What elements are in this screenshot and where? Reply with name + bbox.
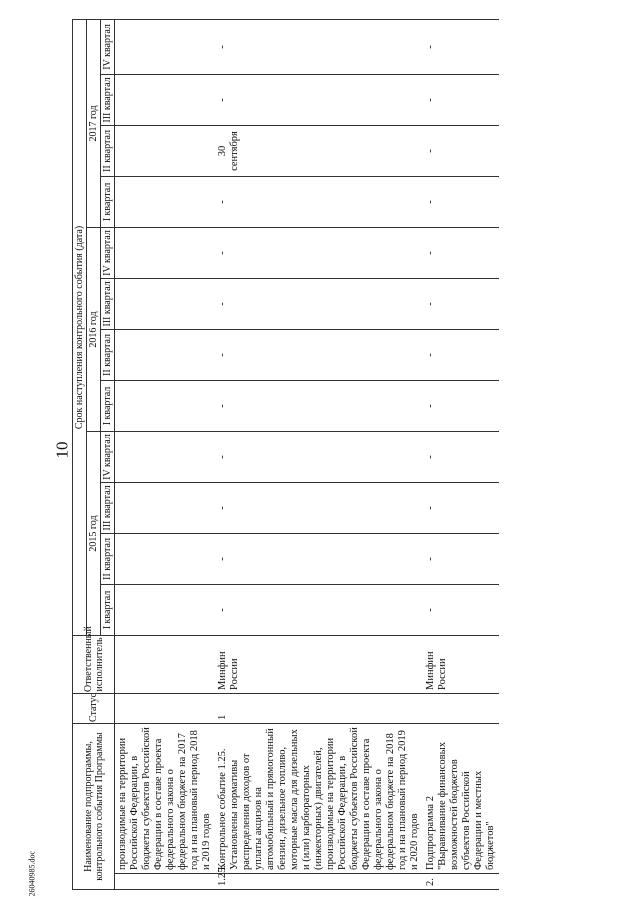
row-cell xyxy=(115,330,216,381)
row-executor: Минфин России xyxy=(215,636,423,694)
header-quarter: III квартал xyxy=(101,279,115,330)
row-cell: - xyxy=(423,177,499,228)
row-cell: - xyxy=(215,381,423,432)
header-quarter: II квартал xyxy=(101,126,115,177)
row-executor xyxy=(115,636,216,694)
row-status xyxy=(115,694,216,724)
row-cell: - xyxy=(215,228,423,279)
row-cell: - xyxy=(215,19,423,74)
header-quarter: IV квартал xyxy=(101,228,115,279)
row-cell xyxy=(115,279,216,330)
row-cell xyxy=(115,177,216,228)
header-name: Наименование подпрограммы, контрольного события Программы xyxy=(73,724,115,890)
row-number: 2. xyxy=(423,874,499,890)
row-cell xyxy=(115,75,216,126)
row-cell: - xyxy=(423,483,499,534)
row-cell: - xyxy=(423,381,499,432)
header-quarter: III квартал xyxy=(101,483,115,534)
document-reference: 26040985.doc xyxy=(27,850,37,897)
header-quarter: II квартал xyxy=(101,534,115,585)
header-quarter: II квартал xyxy=(101,330,115,381)
row-cell xyxy=(115,432,216,483)
row-cell: - xyxy=(423,279,499,330)
header-status: Статус xyxy=(73,694,115,724)
row-cell xyxy=(115,483,216,534)
row-cell: - xyxy=(423,534,499,585)
row-name: Контрольное событие 1.25. Установлены нормативы распределения доходов от уплаты акцизов на автомобильный и прямогонный бензин, дизельное топливо, моторные масла для дизельных и (или) карбюраторных (инжекторных) двигателей, производимые на территории Российской Федерации, в бюджеты субъектов Российской Федерации в составе проекта федерального закона о федеральном бюджете на 2018 год и на плановый период 2019 и 2020 годов xyxy=(215,724,423,874)
row-cell xyxy=(115,534,216,585)
table-row xyxy=(115,19,216,889)
header-quarter: IV квартал xyxy=(101,19,115,74)
row-cell: - xyxy=(215,330,423,381)
header-quarter: III квартал xyxy=(101,75,115,126)
row-cell xyxy=(115,126,216,177)
row-cell-date: 30 сентября xyxy=(215,126,423,177)
header-quarter: I квартал xyxy=(101,585,115,636)
table-row xyxy=(215,19,423,889)
row-cell: - xyxy=(215,483,423,534)
table-header xyxy=(73,19,115,889)
row-cell: - xyxy=(423,126,499,177)
row-cell: - xyxy=(215,585,423,636)
row-cell xyxy=(115,228,216,279)
control-events-table xyxy=(72,19,499,890)
row-cell: - xyxy=(215,534,423,585)
row-cell xyxy=(115,19,216,74)
header-year-2016: 2016 год xyxy=(87,228,101,432)
header-quarter: I квартал xyxy=(101,381,115,432)
row-cell: - xyxy=(215,75,423,126)
row-cell: - xyxy=(423,19,499,74)
row-cell: - xyxy=(423,432,499,483)
table-row xyxy=(423,19,499,889)
row-cell: - xyxy=(215,432,423,483)
row-cell xyxy=(115,381,216,432)
header-year-2015: 2015 год xyxy=(87,432,101,636)
header-year-2017: 2017 год xyxy=(87,19,101,227)
row-number xyxy=(115,874,216,890)
rotated-table-container xyxy=(72,20,632,890)
row-cell: - xyxy=(215,177,423,228)
row-executor: Минфин России xyxy=(423,636,499,694)
row-cell: - xyxy=(423,330,499,381)
row-cell: - xyxy=(423,585,499,636)
row-cell: - xyxy=(215,279,423,330)
row-name: производимые на территории Российской Федерации, в бюджеты субъектов Российской Федерации в составе проекта федерального закона о федеральном бюджете на 2017 год и на плановый период 2018 и 2019 годов xyxy=(115,724,216,874)
header-executor: Ответственный исполнитель xyxy=(73,636,115,694)
header-quarter: IV квартал xyxy=(101,432,115,483)
row-number: 1.25. xyxy=(215,874,423,890)
row-status xyxy=(423,694,499,724)
header-quarter: I квартал xyxy=(101,177,115,228)
row-cell: - xyxy=(423,75,499,126)
row-cell: - xyxy=(423,228,499,279)
page-number: 10 xyxy=(52,441,72,459)
row-cell xyxy=(115,585,216,636)
table-body xyxy=(115,19,500,889)
row-status: 1 xyxy=(215,694,423,724)
row-name: Подпрограмма 2 "Выравнивание финансовых возможностей бюджетов субъектов Российской Федерации и местных бюджетов" xyxy=(423,724,499,874)
header-deadline: Срок наступления контрольного события (дата) xyxy=(73,19,87,635)
